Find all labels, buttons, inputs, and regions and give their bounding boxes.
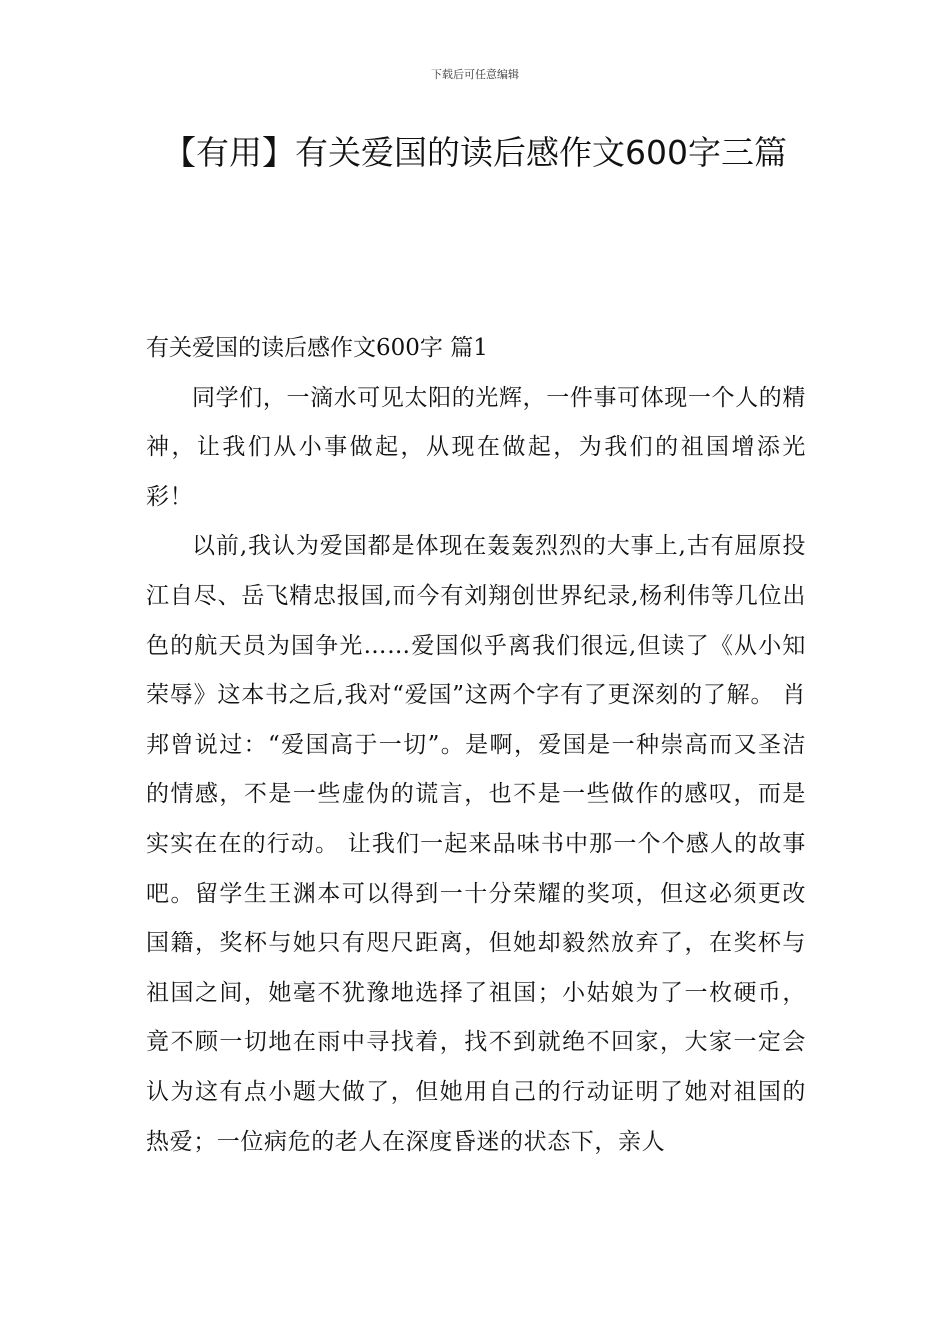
paragraph-1: 同学们，一滴水可见太阳的光辉，一件事可体现一个人的精神，让我们从小事做起，从现在做起，为我们的祖国增添光彩！	[146, 384, 806, 510]
document-title: 【有用】有关爱国的读后感作文600字三篇	[163, 133, 787, 172]
header-note: 下载后可任意编辑	[431, 68, 519, 81]
section-heading: 有关爱国的读后感作文600字 篇1	[146, 335, 488, 361]
paragraph-2: 以前,我认为爱国都是体现在轰轰烈烈的大事上,古有屈原投江自尽、岳飞精忠报国,而今有刘翔创世界纪录,杨利伟等几位出色的航天员为国争光……爱国似乎离我们很远,但读了《从小知荣辱》这本书之后,我对“爱国”这两个字有了更深刻的了解。 肖邦曾说过：“爱国高于一切”。是啊，爱国是一种崇高而又圣洁的情感，不是一些虚伪的谎言，也不是一些做作的感叹，而是实实在在的行动。 让我们一起来品味书中那一个个感人的故事吧。留学生王渊本可以得到一十分荣耀的奖项，但这必须更改国籍，奖杯与她只有咫尺距离，但她却毅然放弃了，在奖杯与祖国之间，她毫不犹豫地选择了祖国；小姑娘为了一枚硬币，竟不顾一切地在雨中寻找着，找不到就绝不回家，大家一定会认为这有点小题大做了，但她用自己的行动证明了她对祖国的热爱；一位病危的老人在深度昏迷的状态下，亲人	[146, 533, 806, 1155]
document-body	[146, 324, 806, 1167]
